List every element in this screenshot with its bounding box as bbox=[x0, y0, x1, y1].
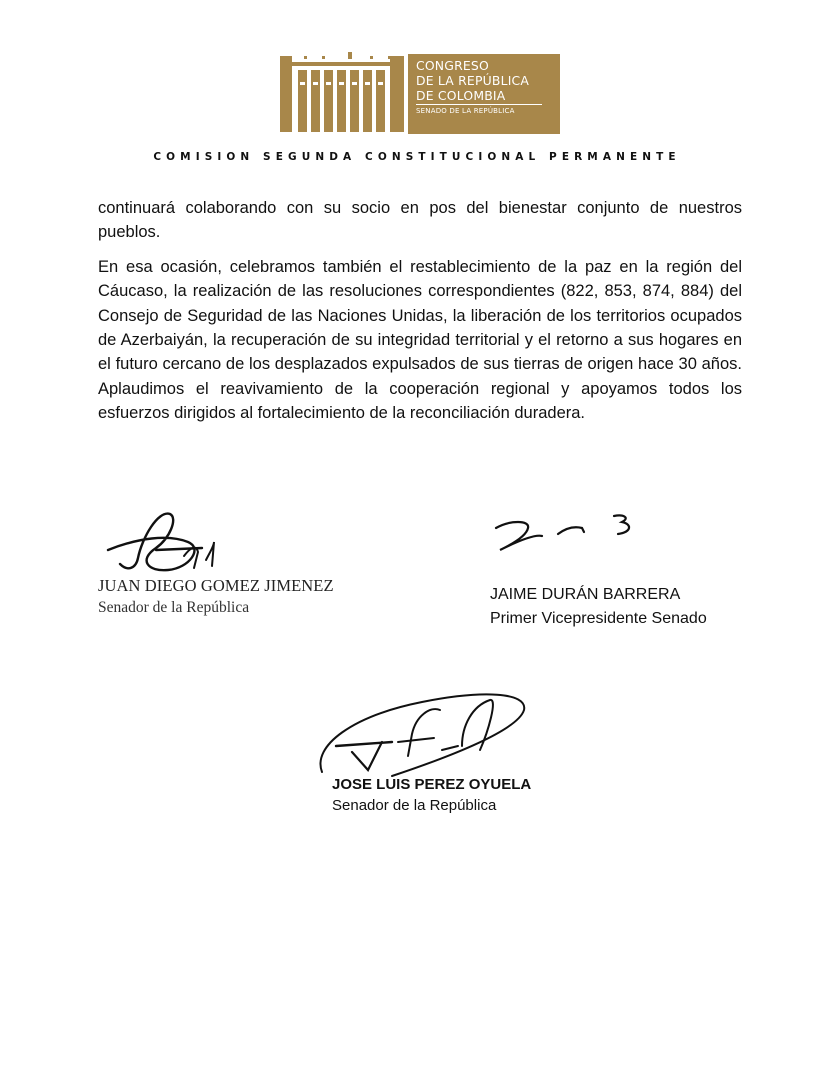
signatory-name: JOSE LUIS PEREZ OYUELA bbox=[332, 776, 532, 793]
paragraph-2: En esa ocasión, celebramos también el restablecimiento de la paz en la región del Cáucaso, la realización de las resoluciones correspondientes (822, 853, 874, 884) del Consejo de Seguridad de las Naciones Unidas, la liberación de los territorios ocupados de Azerbaiyán, la recuperación de su integridad territorial y el retorno a sus hogares en el futuro cercano de los desplazados expulsados de sus tierras de origen hace 30 años. Aplaudimos el reavivamiento de la cooperación regional y apoyamos todos los esfuerzos dirigidos al fortalecimiento de la reconciliación duradera. bbox=[98, 257, 742, 423]
signatory-title: Senador de la República bbox=[98, 599, 250, 616]
handwritten-signature bbox=[98, 508, 298, 580]
signature-block-juan-diego bbox=[98, 508, 358, 628]
logo-line-2: DE LA REPÚBLICA bbox=[416, 73, 530, 88]
signatory-name: JUAN DIEGO GOMEZ JIMENEZ bbox=[98, 576, 334, 595]
signature-block-jose-luis bbox=[312, 686, 572, 826]
congreso-logo bbox=[278, 52, 560, 136]
signature-block-jaime-duran bbox=[490, 508, 740, 628]
logo-rule bbox=[416, 104, 542, 105]
logo-line-3: DE COLOMBIA bbox=[416, 88, 506, 103]
signatory-title: Senador de la República bbox=[332, 797, 497, 814]
handwritten-signature bbox=[312, 686, 542, 786]
logo-text bbox=[416, 58, 556, 115]
letterhead bbox=[0, 0, 834, 175]
logo-subtitle: SENADO DE LA REPÚBLICA bbox=[416, 107, 515, 115]
commission-title: COMISION SEGUNDA CONSTITUCIONAL PERMANENTE bbox=[153, 151, 681, 163]
letter-body bbox=[98, 196, 742, 436]
paragraph-1: continuará colaborando con su socio en pos del bienestar conjunto de nuestros pueblos. bbox=[98, 199, 742, 242]
handwritten-signature bbox=[490, 508, 650, 560]
signatory-title: Primer Vicepresidente Senado bbox=[490, 610, 707, 627]
logo-line-1: CONGRESO bbox=[416, 58, 489, 73]
signatory-name: JAIME DURÁN BARRERA bbox=[490, 586, 681, 603]
